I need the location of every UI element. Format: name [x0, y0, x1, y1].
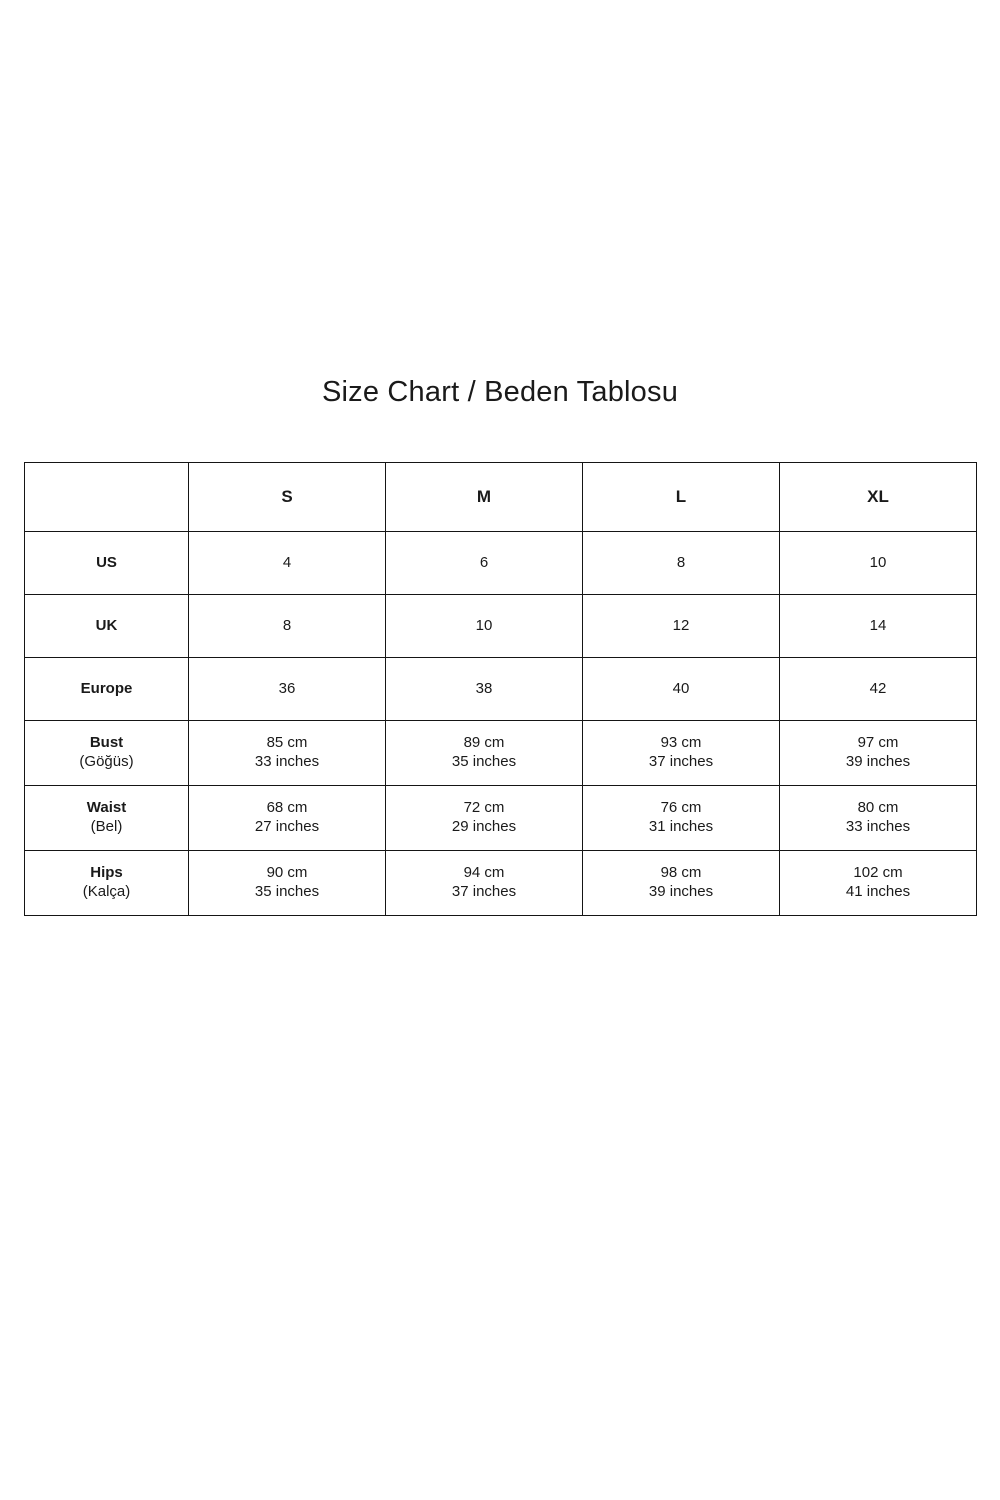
- table-row: [25, 786, 977, 851]
- cell-bust-xl-in: 39 inches: [845, 753, 911, 770]
- cell-bust-l-in: 37 inches: [648, 753, 714, 770]
- cell-us-s: 4: [189, 532, 386, 595]
- cell-waist-s-cm: 68 cm: [266, 799, 308, 817]
- table-row: [25, 595, 977, 658]
- row-label-bust-sub: (Göğüs): [79, 753, 134, 770]
- cell-waist-s-in: 27 inches: [254, 818, 320, 835]
- cell-waist-xl: [780, 786, 977, 851]
- cell-us-l: 8: [583, 532, 780, 595]
- cell-uk-l: 12: [583, 595, 780, 658]
- cell-europe-s: 36: [189, 658, 386, 721]
- cell-uk-m: 10: [386, 595, 583, 658]
- cell-waist-l-cm: 76 cm: [660, 799, 702, 817]
- table-row: [25, 658, 977, 721]
- row-label-hips-main: Hips: [90, 864, 123, 882]
- cell-bust-m: [386, 721, 583, 786]
- cell-hips-m-in: 37 inches: [451, 883, 517, 900]
- cell-waist-s: [189, 786, 386, 851]
- cell-europe-l: 40: [583, 658, 780, 721]
- size-chart-table: [24, 462, 977, 916]
- row-label-bust-main: Bust: [89, 734, 124, 752]
- cell-hips-l-cm: 98 cm: [660, 864, 702, 882]
- cell-waist-l-in: 31 inches: [648, 818, 714, 835]
- cell-bust-xl-cm: 97 cm: [857, 734, 899, 752]
- column-header-l: L: [583, 463, 780, 532]
- row-label-uk: UK: [25, 595, 189, 658]
- cell-waist-l: [583, 786, 780, 851]
- row-label-europe: Europe: [25, 658, 189, 721]
- cell-uk-s: 8: [189, 595, 386, 658]
- cell-bust-m-cm: 89 cm: [463, 734, 505, 752]
- cell-waist-xl-in: 33 inches: [845, 818, 911, 835]
- cell-hips-l: [583, 851, 780, 916]
- cell-hips-m-cm: 94 cm: [463, 864, 505, 882]
- row-label-us: US: [25, 532, 189, 595]
- cell-hips-s-cm: 90 cm: [266, 864, 308, 882]
- cell-hips-l-in: 39 inches: [648, 883, 714, 900]
- page-title: Size Chart / Beden Tablosu: [321, 376, 679, 408]
- cell-us-m: 6: [386, 532, 583, 595]
- cell-bust-l: [583, 721, 780, 786]
- row-label-bust: [25, 721, 189, 786]
- cell-waist-m-cm: 72 cm: [463, 799, 505, 817]
- size-chart-table-container: [24, 462, 976, 916]
- cell-hips-xl-in: 41 inches: [845, 883, 911, 900]
- table-header-row: [25, 463, 977, 532]
- table-corner-cell: [25, 463, 189, 532]
- cell-us-xl: 10: [780, 532, 977, 595]
- cell-bust-m-in: 35 inches: [451, 753, 517, 770]
- cell-waist-m: [386, 786, 583, 851]
- cell-bust-xl: [780, 721, 977, 786]
- cell-hips-m: [386, 851, 583, 916]
- column-header-m: M: [386, 463, 583, 532]
- cell-europe-m: 38: [386, 658, 583, 721]
- row-label-waist-sub: (Bel): [90, 818, 123, 835]
- table-row: [25, 721, 977, 786]
- cell-europe-xl: 42: [780, 658, 977, 721]
- cell-waist-m-in: 29 inches: [451, 818, 517, 835]
- cell-waist-xl-cm: 80 cm: [857, 799, 899, 817]
- row-label-hips-sub: (Kalça): [82, 883, 131, 900]
- cell-bust-s: [189, 721, 386, 786]
- cell-bust-s-cm: 85 cm: [266, 734, 308, 752]
- cell-uk-xl: 14: [780, 595, 977, 658]
- table-row: [25, 532, 977, 595]
- table-row: [25, 851, 977, 916]
- cell-hips-xl: [780, 851, 977, 916]
- row-label-waist: [25, 786, 189, 851]
- cell-hips-s: [189, 851, 386, 916]
- cell-bust-l-cm: 93 cm: [660, 734, 702, 752]
- column-header-xl: XL: [780, 463, 977, 532]
- cell-hips-xl-cm: 102 cm: [853, 864, 903, 882]
- column-header-s: S: [189, 463, 386, 532]
- cell-hips-s-in: 35 inches: [254, 883, 320, 900]
- row-label-hips: [25, 851, 189, 916]
- cell-bust-s-in: 33 inches: [254, 753, 320, 770]
- row-label-waist-main: Waist: [86, 799, 127, 817]
